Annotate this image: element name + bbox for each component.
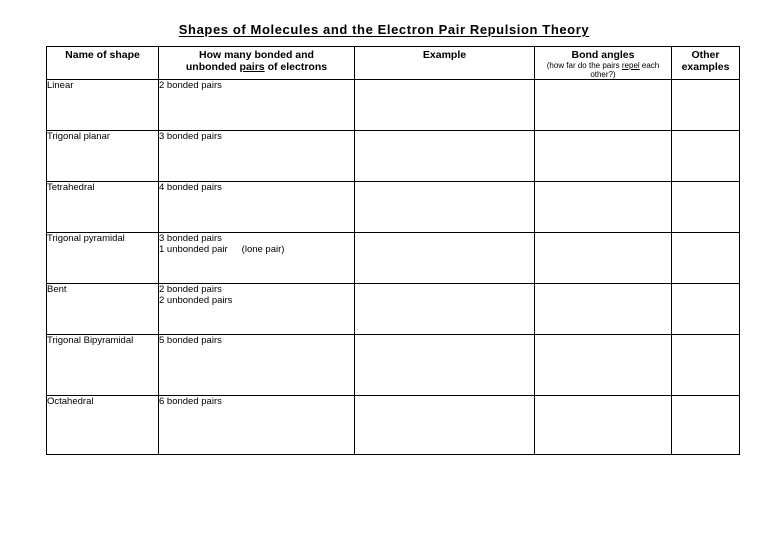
example-cell[interactable] <box>355 80 535 131</box>
bond-angle-cell[interactable] <box>535 284 672 335</box>
bond-angle-cell[interactable] <box>535 131 672 182</box>
table-row <box>47 131 740 182</box>
table-row <box>47 396 740 455</box>
other-examples-cell[interactable] <box>672 131 740 182</box>
page-title: Shapes of Molecules and the Electron Pair Repulsion Theory <box>178 22 590 37</box>
shapes-table <box>46 46 740 455</box>
table-row <box>47 182 740 233</box>
table-row <box>47 335 740 396</box>
other-examples-cell[interactable] <box>672 233 740 284</box>
other-examples-cell[interactable] <box>672 396 740 455</box>
bond-angle-cell[interactable] <box>535 335 672 396</box>
header-other-examples: Other examples <box>672 47 740 80</box>
shape-name-cell: Trigonal Bipyramidal <box>47 335 159 396</box>
header-bond-angles: Bond angles (how far do the pairs repel each other?) <box>535 47 672 80</box>
other-examples-cell[interactable] <box>672 335 740 396</box>
pairs-cell: 4 bonded pairs <box>159 182 355 233</box>
header-row <box>47 47 740 80</box>
example-cell[interactable] <box>355 284 535 335</box>
shape-name-cell: Bent <box>47 284 159 335</box>
header-example: Example <box>355 47 535 80</box>
pairs-cell: 5 bonded pairs <box>159 335 355 396</box>
header-name-of-shape: Name of shape <box>47 47 159 80</box>
other-examples-cell[interactable] <box>672 182 740 233</box>
table-row <box>47 284 740 335</box>
example-cell[interactable] <box>355 335 535 396</box>
bond-angle-cell[interactable] <box>535 80 672 131</box>
shape-name-cell: Trigonal pyramidal <box>47 233 159 284</box>
shape-name-cell: Linear <box>47 80 159 131</box>
bond-angle-cell[interactable] <box>535 182 672 233</box>
example-cell[interactable] <box>355 131 535 182</box>
example-cell[interactable] <box>355 233 535 284</box>
pairs-cell: 2 bonded pairs <box>159 80 355 131</box>
shape-name-cell: Trigonal planar <box>47 131 159 182</box>
other-examples-cell[interactable] <box>672 80 740 131</box>
other-examples-cell[interactable] <box>672 284 740 335</box>
example-cell[interactable] <box>355 396 535 455</box>
shape-name-cell: Tetrahedral <box>47 182 159 233</box>
table-row <box>47 233 740 284</box>
shape-name-cell: Octahedral <box>47 396 159 455</box>
table-row <box>47 80 740 131</box>
example-cell[interactable] <box>355 182 535 233</box>
pairs-cell: 3 bonded pairs <box>159 131 355 182</box>
bond-angle-cell[interactable] <box>535 233 672 284</box>
bond-angle-cell[interactable] <box>535 396 672 455</box>
header-pairs: How many bonded and unbonded pairs of electrons <box>159 47 355 80</box>
pairs-cell: 3 bonded pairs 1 unbonded pair (lone pair) <box>159 233 355 284</box>
pairs-cell: 6 bonded pairs <box>159 396 355 455</box>
pairs-cell: 2 bonded pairs 2 unbonded pairs <box>159 284 355 335</box>
